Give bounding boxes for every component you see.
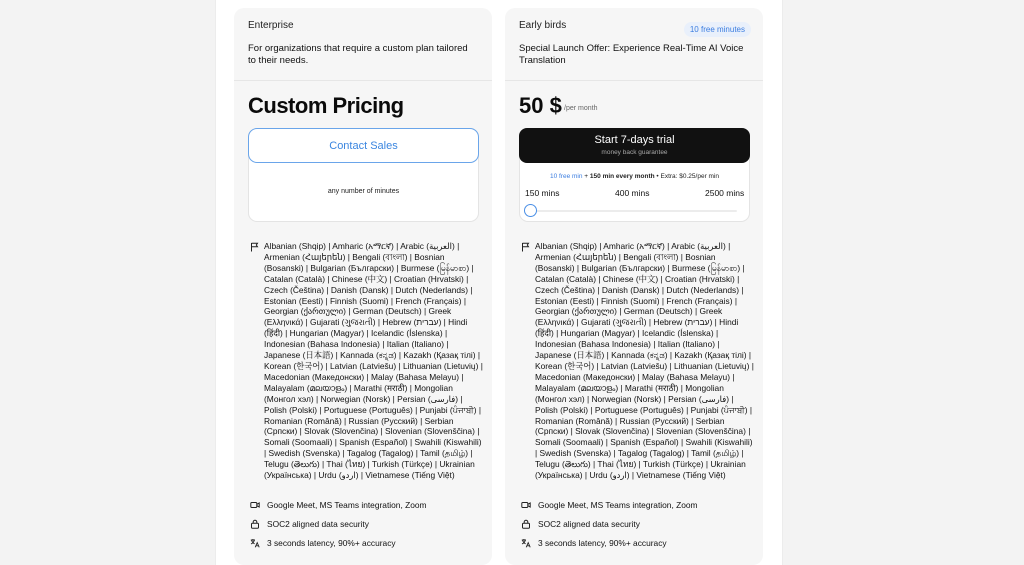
- translate-icon: [521, 538, 531, 548]
- supported-languages: Albanian (Shqip) | Amharic (አማርኛ) | Arabic (العربية) | Armenian (Հայերեն) | Bengali (বাংলা) | Bosnian (Bosanski) | Bulgarian (Български) | Burmese (မြန်မာစာ) | Catalan (Català) | Chinese (中文) | Croatian (Hrvatski) | Czech (Čeština) | Danish (Dansk) | Dutch (Nederlands) | Estonian (Eesti) | Finnish (Suomi) | French (Français) | Georgian (ქართული) | German (Deutsch) | Greek (Ελληνικά) | Gujarati (ગુજરાતી) | Hebrew (עברית) | Hindi (हिंदी) | Hungarian (Magyar) | Icelandic (Íslenska) | Indonesian (Bahasa Indonesia) | Italian (Italiano) | Japanese (日本語) | Kannada (ಕನ್ನಡ) | Kazakh (Қазақ тілі) | Korean (한국어) | Latvian (Latviešu) | Lithuanian (Lietuvių) | Macedonian (Македонски) | Malay (Bahasa Melayu) | Malayalam (മലയാളം) | Marathi (मराठी) | Mongolian (Монгол хэл) | Norwegian (Norsk) | Persian (فارسی) | Polish (Polski) | Portuguese (Português) | Punjabi (ਪੰਜਾਬੀ) | Romanian (Română) | Russian (Русский) | Serbian (Српски) | Slovak (Slovenčina) | Slovenian (Slovenščina) | Somali (Soomaali) | Spanish (Español) | Swahili (Kiswahili) | Swedish (Svenska) | Tagalog (Tagalog) | Tamil (தமிழ்) | Telugu (తెలుగు) | Thai (ไทย) | Turkish (Türkçe) | Ukrainian (Українська) | Urdu (اردو) | Vietnamese (Tiếng Việt): [535, 241, 754, 481]
- trial-button-label: Start 7-days trial: [594, 134, 675, 146]
- plan-price: 50 $: [519, 93, 562, 118]
- feature-label: 3 seconds latency, 90%+ accuracy: [538, 538, 667, 548]
- enterprise-plan-card: [234, 8, 492, 565]
- plan-name: Early birds: [519, 20, 567, 31]
- slider-tick-150: 150 mins: [525, 188, 560, 198]
- free-minutes-badge: 10 free minutes: [684, 22, 751, 37]
- minutes-note: any number of minutes: [327, 188, 400, 195]
- feature-label: SOC2 aligned data security: [267, 519, 369, 529]
- plan-price: Custom Pricing: [248, 93, 404, 118]
- feature-label: Google Meet, MS Teams integration, Zoom: [267, 500, 427, 510]
- lock-icon: [250, 519, 260, 529]
- offer-details: [519, 173, 750, 180]
- feature-accuracy: [250, 538, 396, 548]
- feature-label: 3 seconds latency, 90%+ accuracy: [267, 538, 396, 548]
- trial-button-subtitle: money back guarantee: [601, 149, 668, 156]
- video-camera-icon: [250, 500, 260, 510]
- supported-languages: Albanian (Shqip) | Amharic (አማርኛ) | Arabic (العربية) | Armenian (Հայերեն) | Bengali (বাংলা) | Bosnian (Bosanski) | Bulgarian (Български) | Burmese (မြန်မာစာ) | Catalan (Català) | Chinese (中文) | Croatian (Hrvatski) | Czech (Čeština) | Danish (Dansk) | Dutch (Nederlands) | Estonian (Eesti) | Finnish (Suomi) | French (Français) | Georgian (ქართული) | German (Deutsch) | Greek (Ελληνικά) | Gujarati (ગુજરાતી) | Hebrew (עברית) | Hindi (हिंदी) | Hungarian (Magyar) | Icelandic (Íslenska) | Indonesian (Bahasa Indonesia) | Italian (Italiano) | Japanese (日本語) | Kannada (ಕನ್ನಡ) | Kazakh (Қазақ тілі) | Korean (한국어) | Latvian (Latviešu) | Lithuanian (Lietuvių) | Macedonian (Македонски) | Malay (Bahasa Melayu) | Malayalam (മലയാളം) | Marathi (मराठी) | Mongolian (Монгол хэл) | Norwegian (Norsk) | Persian (فارسی) | Polish (Polski) | Portuguese (Português) | Punjabi (ਪੰਜਾਬੀ) | Romanian (Română) | Russian (Русский) | Serbian (Српски) | Slovak (Slovenčina) | Slovenian (Slovenščina) | Somali (Soomaali) | Spanish (Español) | Swahili (Kiswahili) | Swedish (Svenska) | Tagalog (Tagalog) | Tamil (தமிழ்) | Telugu (తెలుగు) | Thai (ไทย) | Turkish (Türkçe) | Ukrainian (Українська) | Urdu (اردو) | Vietnamese (Tiếng Việt): [264, 241, 483, 481]
- plan-header: [505, 8, 763, 81]
- plan-description: For organizations that require a custom plan tailored to their needs.: [248, 43, 468, 66]
- offer-plus: +: [582, 173, 590, 180]
- slider-tick-2500: 2500 mins: [705, 188, 745, 198]
- feature-security: [521, 519, 640, 529]
- flag-icon: [250, 242, 260, 252]
- early-birds-plan-card: [505, 8, 763, 565]
- translate-icon: [250, 538, 260, 548]
- feature-label: Google Meet, MS Teams integration, Zoom: [538, 500, 698, 510]
- price-unit: /per month: [564, 105, 598, 112]
- offer-monthly-minutes: 150 min every month: [589, 173, 655, 180]
- feature-accuracy: [521, 538, 667, 548]
- minutes-slider-track[interactable]: [531, 210, 737, 212]
- feature-integrations: [521, 500, 698, 510]
- feature-label: SOC2 aligned data security: [538, 519, 640, 529]
- feature-security: [250, 519, 369, 529]
- plan-header: [234, 8, 492, 81]
- plan-description: Special Launch Offer: Experience Real-Time AI Voice Translation: [519, 43, 744, 66]
- flag-icon: [521, 242, 531, 252]
- feature-integrations: [250, 500, 427, 510]
- minutes-slider-thumb[interactable]: [524, 204, 537, 217]
- slider-tick-400: 400 mins: [615, 188, 650, 198]
- video-camera-icon: [521, 500, 531, 510]
- lock-icon: [521, 519, 531, 529]
- plan-name: Enterprise: [248, 20, 294, 31]
- offer-free-minutes: 10 free min: [549, 173, 583, 180]
- offer-extra: • Extra: $0.25/per min: [654, 173, 720, 180]
- contact-sales-button[interactable]: Contact Sales: [248, 128, 479, 163]
- start-trial-button[interactable]: [519, 128, 750, 163]
